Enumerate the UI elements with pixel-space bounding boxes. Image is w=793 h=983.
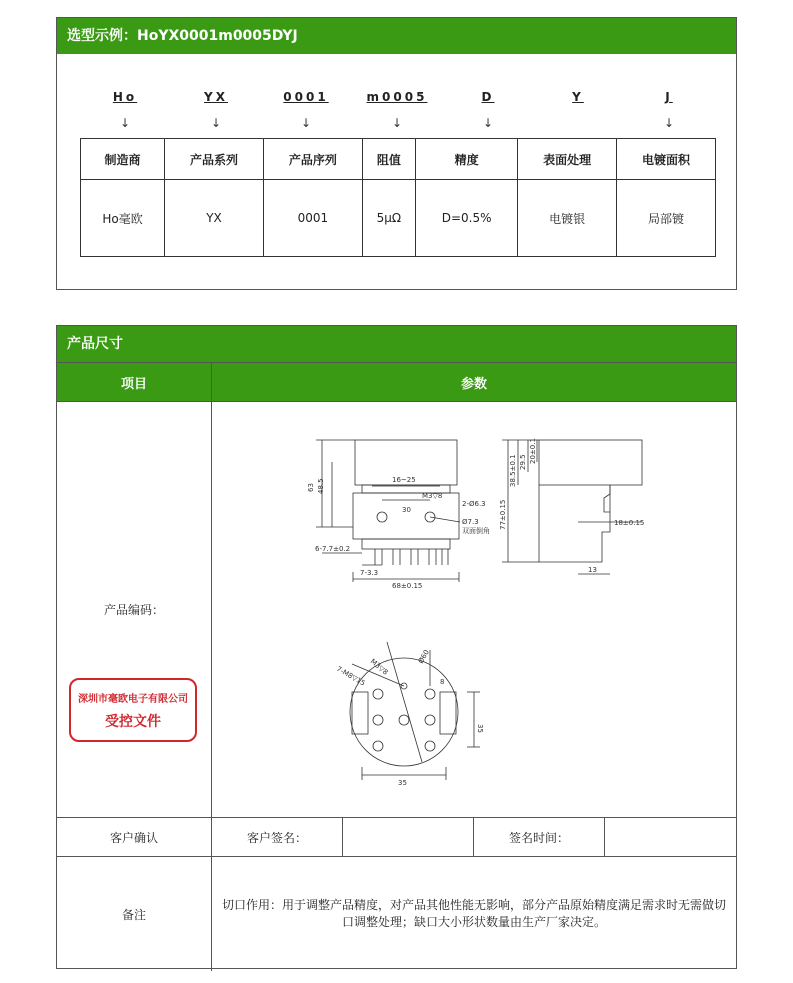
dim-top-35-v: 35 — [476, 724, 484, 733]
code-sequence: 0001 — [283, 90, 329, 104]
code-breakdown — [57, 90, 736, 130]
header-cell: 精度 — [415, 139, 517, 180]
header-cell: 电镀面积 — [617, 139, 716, 180]
signature-field[interactable] — [342, 818, 473, 856]
dim-top-dia: Ø60 — [416, 648, 431, 665]
dim-front-h-total: 63 — [307, 483, 315, 492]
dimensions-header-row — [57, 362, 736, 401]
value-cell: 电镀银 — [518, 180, 617, 257]
value-cell: D=0.5% — [415, 180, 517, 257]
value-cell: 5μΩ — [362, 180, 415, 257]
code-precision: D — [481, 90, 495, 104]
remark-cell — [211, 857, 736, 971]
arrow-icon: ↓ — [300, 116, 312, 130]
header-cell: 产品系列 — [165, 139, 264, 180]
value-cell: 局部镀 — [617, 180, 716, 257]
value-cell: 0001 — [263, 180, 362, 257]
customer-confirm-row — [57, 817, 736, 856]
remark-label: 备注 — [121, 907, 146, 922]
remark-row — [57, 856, 736, 971]
dimension-drawing — [212, 402, 737, 815]
column-header-item: 项目 — [57, 363, 211, 401]
customer-confirm-label: 客户确认 — [109, 830, 158, 845]
header-cell: 制造商 — [81, 139, 165, 180]
dim-front-span: 16~25 — [392, 476, 416, 484]
column-header-param: 参数 — [211, 363, 736, 401]
header-cell: 阻值 — [362, 139, 415, 180]
dim-front-counterbore: Ø7.3 — [462, 518, 479, 526]
dim-front-pitch: 30 — [402, 506, 411, 514]
remark-text: 切口作用：用于调整产品精度，对产品其他性能无影响，部分产品原始精度满足需求时无需做切口调整处理；缺口大小形状数量由生产厂家决定。 — [222, 898, 727, 929]
product-code-row — [57, 401, 736, 817]
dim-side-w2: 13 — [588, 566, 597, 574]
drawing-cell — [211, 402, 736, 817]
date-label: 签名时间： — [473, 818, 604, 856]
code-resistance: m0005 — [366, 90, 428, 104]
dim-front-pin-h: 7-3.3 — [360, 569, 379, 577]
value-cell: Ho毫欧 — [81, 180, 165, 257]
company-stamp — [69, 678, 197, 742]
front-view — [316, 440, 460, 582]
selection-value-row — [81, 180, 716, 257]
code-surface: Y — [572, 90, 584, 104]
selection-header-row — [81, 139, 716, 180]
dimensions-title: 产品尺寸 — [57, 326, 736, 362]
dim-side-h4: 77±0.15 — [499, 499, 507, 530]
dim-front-holes: 2-Ø6.3 — [462, 500, 486, 508]
dim-front-screw: M3▽8 — [422, 492, 443, 500]
date-field[interactable] — [604, 818, 736, 856]
header-cell: 表面处理 — [518, 139, 617, 180]
dim-top-8: 8 — [440, 678, 445, 686]
arrow-icon: ↓ — [391, 116, 403, 130]
dim-side-h3: 20±0.1 — [529, 438, 537, 464]
product-dimensions-panel — [56, 325, 737, 969]
dim-front-counterbore-note: 双面倒角 — [462, 527, 490, 535]
dim-front-pin: 6-7.7±0.2 — [315, 545, 351, 553]
dim-side-h2: 29.5 — [519, 454, 527, 470]
code-series: YX — [204, 90, 228, 104]
selection-table — [80, 138, 716, 257]
selection-example-panel — [56, 17, 737, 290]
stamp-company: 深圳市毫欧电子有限公司 — [78, 694, 188, 705]
arrow-icon: ↓ — [119, 116, 131, 130]
arrow-icon: ↓ — [210, 116, 222, 130]
product-code-cell — [57, 402, 211, 817]
dim-top-holes: 7-M8▽15 — [335, 664, 367, 688]
selection-title: 选型示例：HoYX0001m0005DYJ — [57, 18, 736, 54]
dim-front-h-upper: 48.5 — [317, 478, 325, 494]
header-cell: 产品序列 — [263, 139, 362, 180]
dim-side-h1: 38.5±0.1 — [509, 454, 517, 487]
arrow-icon: ↓ — [482, 116, 494, 130]
dim-side-w1: 18±0.15 — [614, 519, 645, 527]
dimensions-grid — [57, 362, 736, 971]
signature-label: 客户签名： — [211, 818, 342, 856]
product-code-label: 产品编码： — [103, 603, 164, 617]
code-plating: J — [665, 90, 673, 104]
stamp-controlled: 受控文件 — [105, 714, 161, 730]
code-manufacturer: Ho — [112, 90, 138, 104]
dim-top-35-h: 35 — [398, 779, 407, 787]
dim-front-width: 68±0.15 — [392, 582, 423, 590]
value-cell: YX — [165, 180, 264, 257]
arrow-icon: ↓ — [663, 116, 675, 130]
dim-top-screw: M3▽8 — [368, 657, 390, 677]
